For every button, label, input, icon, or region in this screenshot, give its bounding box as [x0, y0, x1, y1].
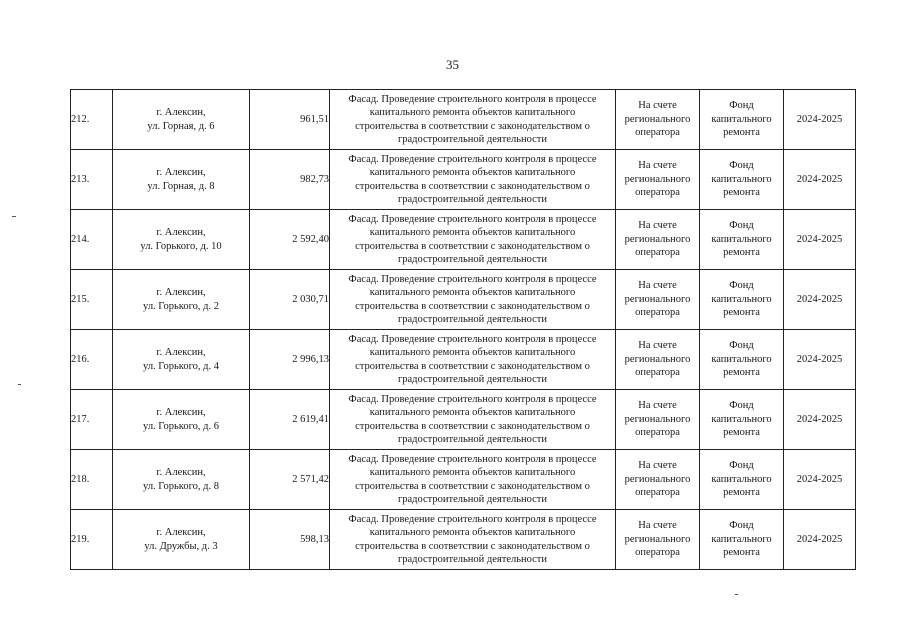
table-row: [71, 330, 856, 390]
work-line: строительства в соответствии с законодательством о: [355, 540, 590, 552]
area-value: 961,51: [250, 90, 330, 150]
repair-period: 2024-2025: [784, 510, 856, 570]
work-description: [330, 210, 616, 270]
work-line: Фасад. Проведение строительного контроля в процессе: [348, 93, 597, 105]
fund-line: капитального: [711, 293, 772, 305]
work-line: градостроительной деятельности: [397, 434, 548, 445]
area-value: 2 592,40: [250, 210, 330, 270]
address-street: ул. Горная, д. 6: [147, 120, 215, 132]
work-line: Фасад. Проведение строительного контроля в процессе: [348, 273, 597, 285]
work-line: Фасад. Проведение строительного контроля в процессе: [348, 153, 597, 165]
account-line: регионального: [624, 173, 691, 185]
funding-source: [700, 510, 784, 570]
address-cell: [113, 270, 250, 330]
row-number: 216.: [71, 330, 113, 390]
fund-line: ремонта: [723, 127, 760, 139]
repair-period: 2024-2025: [784, 150, 856, 210]
account-line: регионального: [624, 413, 691, 425]
address-city: г. Алексин,: [156, 407, 206, 418]
work-line: градостроительной деятельности: [397, 314, 548, 325]
fund-line: ремонта: [723, 367, 760, 379]
address-city: г. Алексин,: [156, 107, 206, 118]
account-line: На счете: [638, 340, 677, 352]
work-line: строительства в соответствии с законодательством о: [355, 360, 590, 372]
repair-period: 2024-2025: [784, 450, 856, 510]
funding-source: [700, 270, 784, 330]
work-line: строительства в соответствии с законодательством о: [355, 240, 590, 252]
fund-line: ремонта: [723, 487, 760, 499]
work-line: капитального ремонта объектов капитального: [369, 227, 576, 238]
work-description: [330, 90, 616, 150]
work-line: строительства в соответствии с законодательством о: [355, 300, 590, 312]
scan-speck: [18, 384, 21, 385]
fund-line: ремонта: [723, 187, 760, 199]
funding-source: [700, 390, 784, 450]
account-method: [616, 390, 700, 450]
account-line: оператора: [635, 547, 680, 559]
table-row: [71, 90, 856, 150]
account-method: [616, 450, 700, 510]
account-line: На счете: [638, 100, 677, 112]
registry-body: [71, 90, 856, 570]
account-line: оператора: [635, 127, 680, 139]
account-line: На счете: [638, 280, 677, 292]
address-cell: [113, 450, 250, 510]
account-method: [616, 150, 700, 210]
area-value: 598,13: [250, 510, 330, 570]
account-line: оператора: [635, 367, 680, 379]
repair-period: 2024-2025: [784, 90, 856, 150]
work-line: строительства в соответствии с законодательством о: [355, 120, 590, 132]
account-line: оператора: [635, 187, 680, 199]
address-cell: [113, 330, 250, 390]
area-value: 2 619,41: [250, 390, 330, 450]
address-city: г. Алексин,: [156, 227, 206, 238]
work-line: градостроительной деятельности: [397, 554, 548, 565]
account-line: На счете: [638, 520, 677, 532]
address-city: г. Алексин,: [156, 467, 206, 478]
work-line: капитального ремонта объектов капитального: [369, 407, 576, 418]
fund-line: Фонд: [729, 460, 754, 472]
account-line: оператора: [635, 307, 680, 319]
address-city: г. Алексин,: [156, 287, 206, 298]
fund-line: ремонта: [723, 307, 760, 319]
work-line: Фасад. Проведение строительного контроля в процессе: [348, 213, 597, 225]
work-line: градостроительной деятельности: [397, 374, 548, 385]
work-line: капитального ремонта объектов капитального: [369, 527, 576, 538]
repair-period: 2024-2025: [784, 210, 856, 270]
row-number: 214.: [71, 210, 113, 270]
account-line: оператора: [635, 427, 680, 439]
work-line: градостроительной деятельности: [397, 194, 548, 205]
repair-registry-table: [70, 89, 856, 570]
work-line: градостроительной деятельности: [397, 494, 548, 505]
area-value: 2 571,42: [250, 450, 330, 510]
account-line: На счете: [638, 460, 677, 472]
fund-line: Фонд: [729, 520, 754, 532]
address-city: г. Алексин,: [156, 527, 206, 538]
address-cell: [113, 90, 250, 150]
area-value: 2 030,71: [250, 270, 330, 330]
table-row: [71, 450, 856, 510]
account-line: регионального: [624, 113, 691, 125]
fund-line: Фонд: [729, 100, 754, 112]
fund-line: капитального: [711, 233, 772, 245]
address-street: ул. Горная, д. 8: [147, 180, 215, 192]
work-line: Фасад. Проведение строительного контроля в процессе: [348, 393, 597, 405]
funding-source: [700, 90, 784, 150]
work-description: [330, 330, 616, 390]
account-method: [616, 210, 700, 270]
fund-line: Фонд: [729, 340, 754, 352]
fund-line: ремонта: [723, 547, 760, 559]
address-street: ул. Горького, д. 6: [143, 420, 219, 432]
table-row: [71, 270, 856, 330]
address-street: ул. Горького, д. 10: [140, 240, 222, 252]
address-cell: [113, 390, 250, 450]
work-line: Фасад. Проведение строительного контроля в процессе: [348, 333, 597, 345]
fund-line: Фонд: [729, 220, 754, 232]
address-city: г. Алексин,: [156, 167, 206, 178]
work-line: строительства в соответствии с законодательством о: [355, 480, 590, 492]
work-line: капитального ремонта объектов капитального: [369, 347, 576, 358]
work-line: строительства в соответствии с законодательством о: [355, 420, 590, 432]
scan-speck: [12, 216, 16, 217]
work-line: Фасад. Проведение строительного контроля в процессе: [348, 513, 597, 525]
area-value: 2 996,13: [250, 330, 330, 390]
address-street: ул. Горького, д. 4: [143, 360, 219, 372]
table-row: [71, 510, 856, 570]
account-line: регионального: [624, 353, 691, 365]
row-number: 218.: [71, 450, 113, 510]
account-line: оператора: [635, 487, 680, 499]
repair-period: 2024-2025: [784, 390, 856, 450]
work-line: капитального ремонта объектов капитального: [369, 107, 576, 118]
work-description: [330, 150, 616, 210]
fund-line: капитального: [711, 533, 772, 545]
address-cell: [113, 150, 250, 210]
fund-line: Фонд: [729, 160, 754, 172]
page-number: 35: [446, 57, 459, 72]
address-street: ул. Горького, д. 8: [143, 480, 219, 492]
work-line: капитального ремонта объектов капитального: [369, 467, 576, 478]
account-line: На счете: [638, 160, 677, 172]
fund-line: ремонта: [723, 427, 760, 439]
account-line: регионального: [624, 293, 691, 305]
row-number: 212.: [71, 90, 113, 150]
funding-source: [700, 210, 784, 270]
work-line: строительства в соответствии с законодательством о: [355, 180, 590, 192]
fund-line: ремонта: [723, 247, 760, 259]
funding-source: [700, 150, 784, 210]
work-description: [330, 270, 616, 330]
address-cell: [113, 510, 250, 570]
row-number: 217.: [71, 390, 113, 450]
fund-line: капитального: [711, 413, 772, 425]
address-street: ул. Горького, д. 2: [143, 300, 219, 312]
work-line: капитального ремонта объектов капитального: [369, 287, 576, 298]
fund-line: Фонд: [729, 280, 754, 292]
address-cell: [113, 210, 250, 270]
fund-line: капитального: [711, 113, 772, 125]
work-line: градостроительной деятельности: [397, 134, 548, 145]
address-street: ул. Дружбы, д. 3: [144, 540, 218, 552]
fund-line: капитального: [711, 353, 772, 365]
funding-source: [700, 450, 784, 510]
address-city: г. Алексин,: [156, 347, 206, 358]
row-number: 213.: [71, 150, 113, 210]
table-row: [71, 210, 856, 270]
work-description: [330, 510, 616, 570]
account-line: оператора: [635, 247, 680, 259]
work-description: [330, 450, 616, 510]
work-line: Фасад. Проведение строительного контроля в процессе: [348, 453, 597, 465]
account-line: регионального: [624, 473, 691, 485]
account-line: регионального: [624, 233, 691, 245]
fund-line: Фонд: [729, 400, 754, 412]
scan-speck: [735, 594, 738, 595]
work-line: градостроительной деятельности: [397, 254, 548, 265]
account-line: На счете: [638, 220, 677, 232]
account-method: [616, 510, 700, 570]
account-method: [616, 90, 700, 150]
row-number: 215.: [71, 270, 113, 330]
table-row: [71, 390, 856, 450]
account-method: [616, 330, 700, 390]
account-line: регионального: [624, 533, 691, 545]
area-value: 982,73: [250, 150, 330, 210]
account-line: На счете: [638, 400, 677, 412]
table-row: [71, 150, 856, 210]
row-number: 219.: [71, 510, 113, 570]
repair-period: 2024-2025: [784, 330, 856, 390]
work-line: капитального ремонта объектов капитального: [369, 167, 576, 178]
funding-source: [700, 330, 784, 390]
fund-line: капитального: [711, 173, 772, 185]
account-method: [616, 270, 700, 330]
work-description: [330, 390, 616, 450]
repair-period: 2024-2025: [784, 270, 856, 330]
fund-line: капитального: [711, 473, 772, 485]
